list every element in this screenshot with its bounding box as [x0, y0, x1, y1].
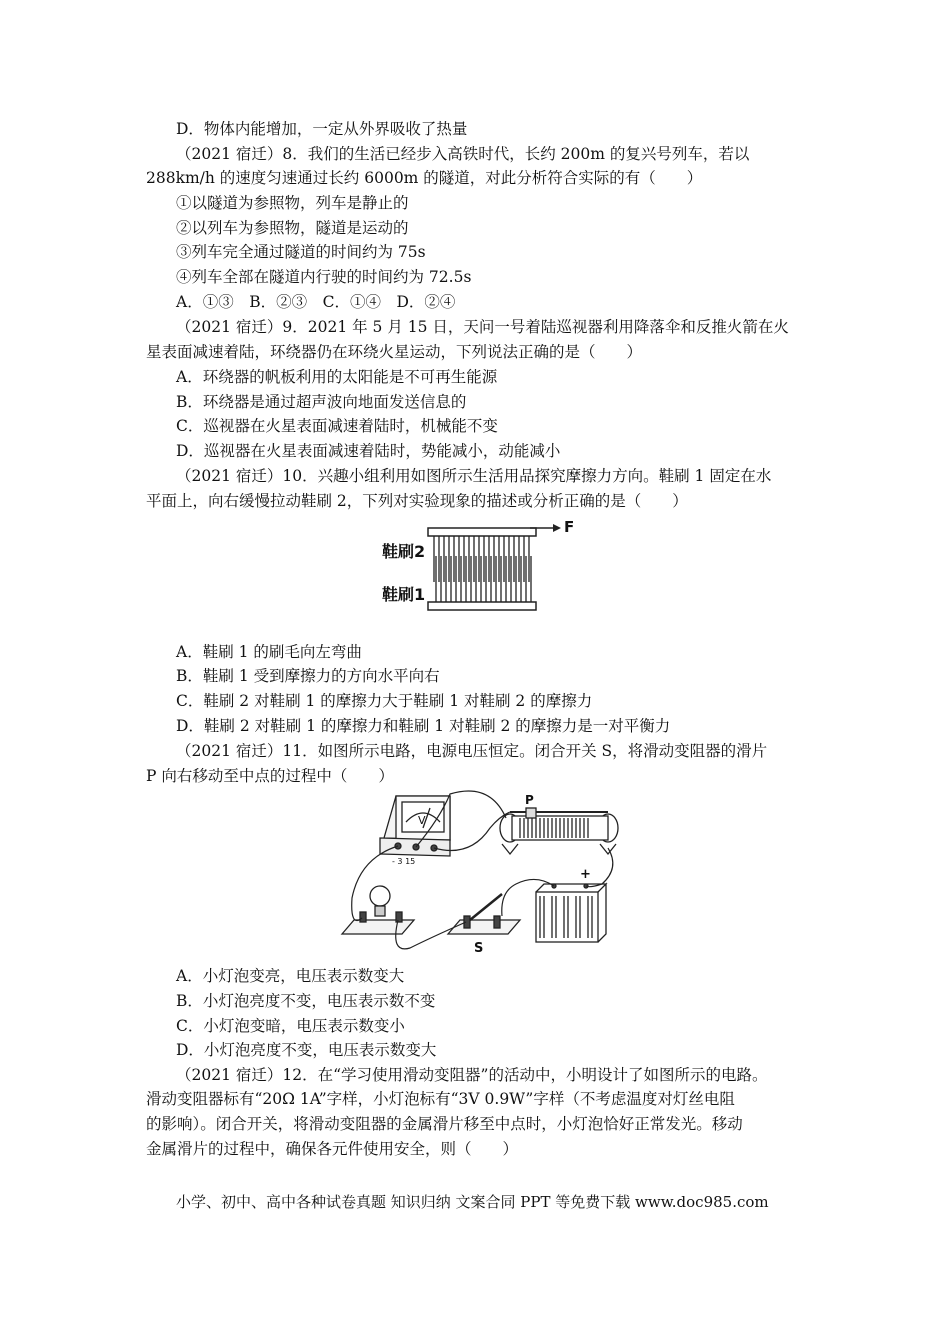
q7-option-d: D．物体内能增加，一定从外界吸收了热量	[176, 120, 468, 138]
q10-option-d: D．鞋刷 2 对鞋刷 1 的摩擦力和鞋刷 1 对鞋刷 2 的摩擦力是一对平衡力	[176, 717, 671, 735]
q12-stem-line1: （2021 宿迁）12．在“学习使用滑动变阻器”的活动中，小明设计了如图所示的电路。	[176, 1066, 768, 1084]
rheostat	[500, 808, 618, 854]
brush2-label: 鞋刷2	[382, 542, 426, 561]
force-label: F	[564, 518, 575, 536]
q11-option-a: A．小灯泡变亮，电压表示数变大	[176, 967, 405, 985]
q11-option-b: B．小灯泡亮度不变，电压表示数不变	[176, 992, 436, 1010]
q9-stem-line2: 星表面减速着陆，环绕器仍在环绕火星运动，下列说法正确的是（ ）	[146, 343, 643, 361]
q10-option-c: C．鞋刷 2 对鞋刷 1 的摩擦力大于鞋刷 1 对鞋刷 2 的摩擦力	[176, 692, 593, 710]
voltmeter-label: V	[418, 814, 426, 827]
circuit-figure	[340, 788, 625, 960]
q11-option-c: C．小灯泡变暗，电压表示数变小	[176, 1017, 405, 1035]
q8-statement-3: ③列车完全通过隧道的时间约为 75s	[176, 243, 426, 261]
voltmeter-terminals: - 3 15	[392, 857, 416, 866]
q11-option-d: D．小灯泡亮度不变，电压表示数变大	[176, 1041, 437, 1059]
q9-option-b: B．环绕器是通过超声波向地面发送信息的	[176, 393, 467, 411]
q8-options: A．①③ B．②③ C．①④ D．②④	[176, 293, 456, 311]
q11-stem-line1: （2021 宿迁）11．如图所示电路，电源电压恒定。闭合开关 S，将滑动变阻器的滑片	[176, 742, 768, 760]
q8-statement-1: ①以隧道为参照物，列车是静止的	[176, 194, 409, 212]
slider-label: P	[525, 793, 534, 807]
q8-statement-4: ④列车全部在隧道内行驶的时间约为 72.5s	[176, 268, 472, 286]
q9-option-c: C．巡视器在火星表面减速着陆时，机械能不变	[176, 417, 498, 435]
brush2-back	[428, 528, 536, 536]
q10-stem-line2: 平面上，向右缓慢拉动鞋刷 2，下列对实验现象的描述或分析正确的是（ ）	[146, 492, 688, 510]
voltmeter	[380, 796, 450, 856]
switch	[448, 894, 520, 934]
q8-stem-line1: （2021 宿迁）8．我们的生活已经步入高铁时代，长约 200m 的复兴号列车，若以	[176, 145, 750, 163]
q12-stem-line2: 滑动变阻器标有“20Ω 1A”字样，小灯泡标有“3V 0.9W”字样（不考虑温度对灯丝电阻	[146, 1090, 735, 1108]
q9-stem-line1: （2021 宿迁）9．2021 年 5 月 15 日，天问一号着陆巡视器利用降落伞和反推火箭在火	[176, 318, 789, 336]
q12-stem-line3: 的影响）。闭合开关，将滑动变阻器的金属滑片移至中点时，小灯泡恰好正常发光。移动	[146, 1115, 743, 1133]
bristles	[434, 536, 531, 602]
switch-label: S	[474, 941, 484, 956]
shoe-brush-figure	[378, 514, 578, 616]
brush1-back	[428, 602, 536, 610]
force-arrow-head	[553, 524, 561, 532]
q8-stem-line2: 288km/h 的速度匀速通过长约 6000m 的隧道，对此分析符合实际的有（ ）	[146, 169, 703, 187]
battery-plus-label: +	[580, 867, 591, 882]
q8-statement-2: ②以列车为参照物，隧道是运动的	[176, 219, 409, 237]
page-footer: 小学、初中、高中各种试卷真题 知识归纳 文案合同 PPT 等免费下载 www.doc985.com	[176, 1193, 769, 1211]
q10-option-a: A．鞋刷 1 的刷毛向左弯曲	[176, 643, 362, 661]
battery	[536, 884, 606, 942]
brush1-label: 鞋刷1	[382, 585, 426, 604]
q10-option-b: B．鞋刷 1 受到摩擦力的方向水平向右	[176, 667, 440, 685]
q12-stem-line4: 金属滑片的过程中，确保各元件使用安全，则（ ）	[146, 1140, 519, 1158]
q9-option-d: D．巡视器在火星表面减速着陆时，势能减小，动能减小	[176, 442, 561, 460]
q11-stem-line2: P 向右移动至中点的过程中（ ）	[146, 767, 394, 785]
q9-option-a: A．环绕器的帆板利用的太阳能是不可再生能源	[176, 368, 498, 386]
q10-stem-line1: （2021 宿迁）10．兴趣小组利用如图所示生活用品探究摩擦力方向。鞋刷 1 固定在水	[176, 467, 772, 485]
